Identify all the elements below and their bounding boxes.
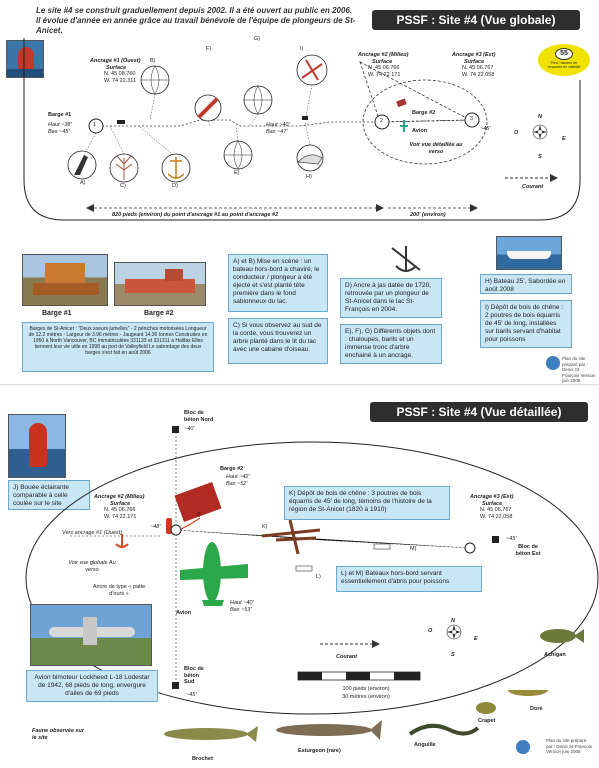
fish-label-esturgeon: Esturgeon (rare) [298,748,341,754]
logo-bottom [516,740,530,754]
barge1-marker [117,120,125,124]
fish-crapet [476,702,496,714]
vers-ancrage-1: Vers ancrage #1 (Ouest) [62,530,123,536]
badge-number: 55 [555,48,573,60]
fish-brochet [164,726,258,742]
depth-45-detail: ~45' [506,536,517,542]
page-divider [0,384,599,385]
intro-line-2: Il évolue d'année en année grâce au travail bénévole de l'équipe de plongeurs de St-Anicet. [36,16,356,35]
card-c: C) Si vous observez au sud de la corde, vous trouverez un arbre planté dans le lit du lac avec une cabane d'oiseau. [228,318,328,364]
faune-title: Faune observée sur le site [32,728,84,741]
label-b: B) [150,58,156,64]
barge2-label: Barge #2 [412,110,436,116]
compass-top-s: S [538,154,542,160]
bloc-est-label: Bloc de béton Est [515,544,541,557]
barge2-photo [114,262,206,306]
page-title-detail: PSSF : Site #4 (Vue détaillée) [370,402,588,422]
label-e: E) [234,170,240,176]
label-j: J) [196,512,201,518]
logo-top [546,356,560,370]
anchor3-detail-info: Ancrage #3 (Est) Surface N. 45 06.767 W. 74 22.058 [470,494,514,520]
barge2-detail-bas: Bas ~52' [226,481,248,487]
avion-haut: Haut ~40' [266,122,290,128]
scale-label-ft: 100 pieds (environ) [342,686,390,692]
boat-h-photo [496,236,562,270]
voir-vue-globale: Voir vue globale Au verso [68,560,116,573]
depth-45-top: ~45' [480,126,491,132]
courant-top: Courant [522,184,544,190]
bloc-sud-depth: ~45' [186,692,197,698]
label-f: F) [206,46,212,52]
plane-caption: Avion bimoteur Lockheed L-18 Lodestar de 1942, 68 pieds de long, envergure d'ailes de 69 pieds [26,670,158,702]
barge2-detail-haut: Haut ~42' [226,474,250,480]
fish-label-brochet: Brochet [192,756,213,762]
compass-top-o: O [514,130,519,136]
scale-label-m: 30 mètres (environ) [342,694,390,700]
label-d: D) [172,183,178,189]
fish-anguille [410,726,478,734]
label-g: G) [254,36,261,42]
label-c: C) [120,183,126,189]
anchor1-info: Ancrage #1 (Ouest) Surface N. 45 08.760 W. 74 22.311 [90,58,141,84]
card-d: D) Ancre à jas datée de 1720, retrouvée par un plongeur de St-Anicet dans le lac St-François en 2004. [340,278,442,318]
bloc-sud-label: Bloc de béton Sud [184,666,204,685]
avion-detail-haut: Haut ~40' [230,600,254,606]
anchor-icon [384,242,428,276]
avion-shape [180,542,248,606]
barge2-marker [396,98,407,107]
depth-48: ~48' [150,524,161,530]
anchor3-info: Ancrage #3 (Est) Surface N. 45 06.767 W. 74 22.058 [452,52,496,78]
rope-line [98,120,380,126]
plane-photo [30,604,152,666]
fish-label-anguille: Anguille [414,742,436,748]
card-k: K) Dépôt de bois de chêne : 3 poutres de bois équarris de 45' de long, témoins de l'histoire de la région de St-Anicet (1820 à 1910) [284,486,450,520]
fish-dore [508,690,548,696]
card-i: I) Dépôt de bois de chêne : 2 poutres de bois équarris de 45' de long, installées sur barils servant d'habitat pour poissons [480,300,572,348]
label-k: K) [262,524,268,530]
voir-verso: Voir vue détaillée au verso [409,142,463,155]
bloc-nord-marker [172,426,179,433]
card-lm: L) et M) Bateaux hors-bord servant essentiellement d'abris pour poissons [336,566,482,592]
label-a: A) [80,180,86,186]
barges-description: Barges de St-Anicet : "Deux soeurs jumelles" - 2 péniches motorisées Longueur de 12.2 mètres - Largeur de 3.96 mètres - Jaugeant 14.36 tonnes Construites en 1950 à North Vancouver, BC Immatriculées 331133 et 331311 à Halifax Elles tiennent leur vie utile en 1998 au port de Valleyfield Le sabordage des deux barges s'est fait en août 2006 [22,322,214,372]
fish-esturgeon [276,720,382,740]
label-i: I) [300,46,304,52]
h-marker [302,116,308,120]
barge1-bas: Bas ~45' [48,129,70,135]
bloc-nord-depth: ~40' [184,426,195,432]
distance-left: 820 pieds (environ) du point d'ancrage #1 au point d'ancrage #2 [112,212,279,218]
label-h: H) [306,174,312,180]
card-ab: A) et B) Mise en scène : un bateau hors-bord a chaviré, le conducteur / plongeur a été éjecté et s'est planté tête première dans le fond sablonneux du lac. [228,254,328,312]
compass-top-n: N [538,114,542,120]
anchor2-info: Ancrage #2 (Milieu) Surface N. 45 06.766 W. 74 22.171 [358,52,409,78]
badge-text: Pied / hauteur de rencontre de visibilité [547,61,581,69]
compass-bottom-s: S [451,652,455,658]
num-1: 1 [93,122,97,128]
fish-label-dore: Doré [530,706,543,712]
card-efg: E), F), G) Différents objets dont : chaloupes, barils et un immense tronc d'arbre enchainé à un ancrage. [340,324,442,364]
card-j: J) Bouée éclairante comparable à celle coulée sur le site [8,480,90,510]
anchor2-detail-info: Ancrage #2 (Milieu) Surface N. 45 06.766 W. 74 22.171 [94,494,145,520]
fish-label-achigan: Achigan [544,652,566,658]
page-title-global: PSSF : Site #4 (Vue globale) [372,10,580,30]
compass-bottom [447,625,461,639]
card-h: H) Bateau 25', Sabordée en août 2008 [480,274,572,294]
courant-bottom: Courant [336,654,358,660]
compass-bottom-e: E [474,636,478,642]
label-m: M) [410,546,417,552]
compass-bottom-o: O [428,628,433,634]
barge2-caption: Barge #2 [144,310,174,317]
ancre-type: Ancre de type « patte d'ours » [92,584,146,597]
fish-achigan-drawing [536,626,586,646]
bloc-sud-marker [172,682,179,689]
barge2-detail-label: Barge #2 [220,466,244,472]
footer-top: Plan du site préparé par : Denis St-François Version juin 2008 [562,356,596,383]
fish-label-crapet: Crapet [478,718,496,724]
compass-bottom-n: N [451,618,455,624]
intro-line-1: Le site #4 se construit graduellement depuis 2002. Il a été ouvert au public en 2006. [36,6,353,15]
num-3: 3 [470,116,474,122]
bloc-est-marker [492,536,499,543]
avion-detail-bas: Bas ~53' [230,607,252,613]
k-beams [262,520,320,554]
bloc-nord-label: Bloc de béton Nord [184,410,214,423]
footer-bottom: Plan du site préparé par : Denis St-François Version juin 2008 [546,738,593,754]
fish-illustrations [0,690,599,768]
barge1-caption: Barge #1 [42,310,72,317]
distance-right: 200' (environ) [410,212,446,218]
avion-bas: Bas ~47' [266,129,288,135]
avion-label: Avion [412,128,428,134]
compass-top [533,125,547,139]
avion-detail-label: Avion [176,610,192,616]
num-2: 2 [380,118,384,124]
compass-top-e: E [562,136,566,142]
barge1-photo [22,254,108,306]
label-l: L) [316,574,321,580]
barge1-haut: Haut ~38' [48,122,72,128]
barge1-label: Barge #1 [48,112,72,118]
